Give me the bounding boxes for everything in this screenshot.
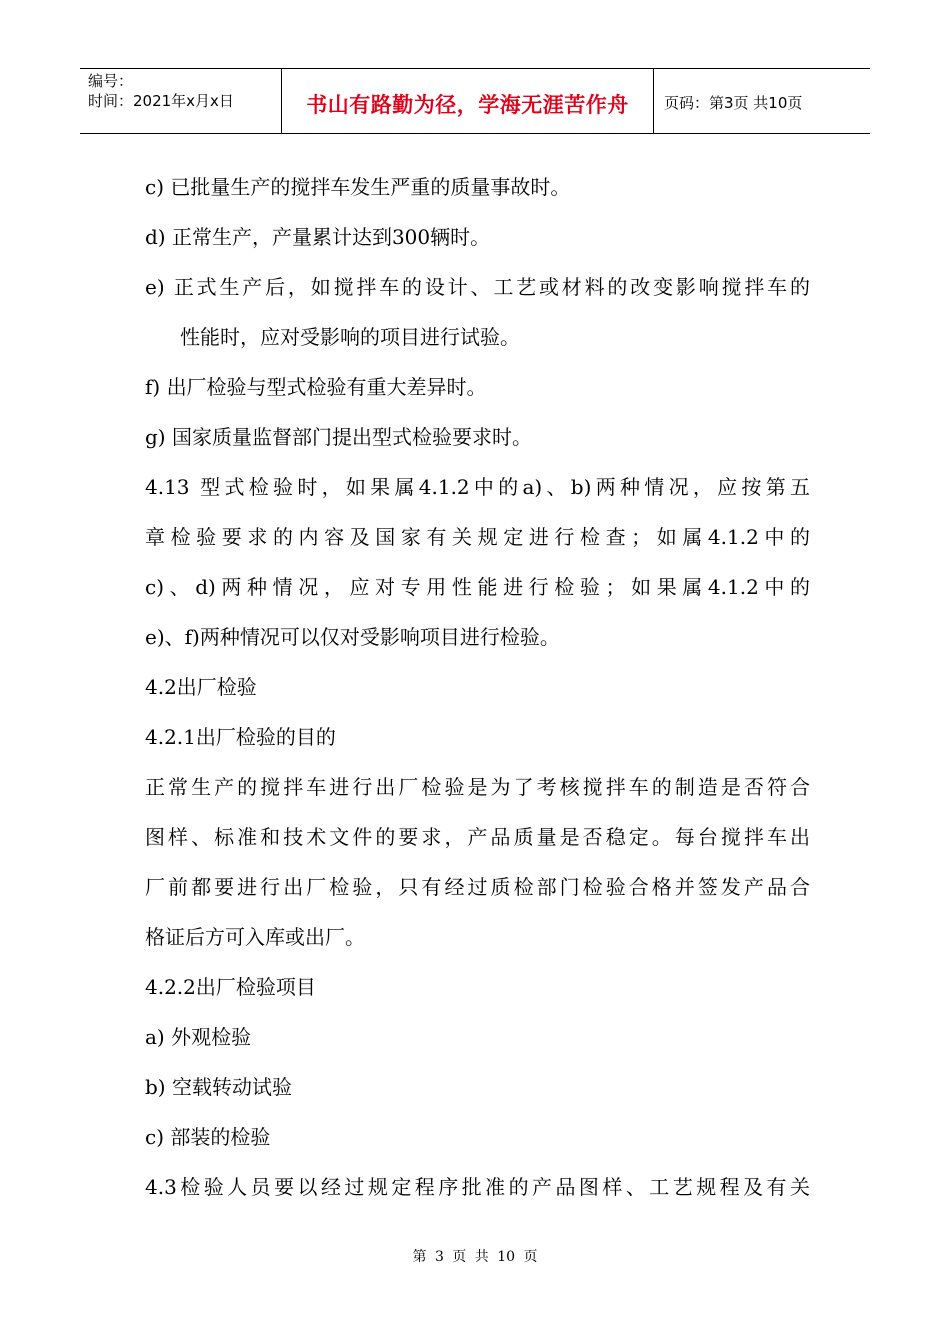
list-item-c: c) 已批量生产的搅拌车发生严重的质量事故时。 [145,175,571,199]
list-item-b: b) 空载转动试验 [145,1075,292,1099]
list-item-a: a) 外观检验 [145,1025,252,1049]
paragraph-4-2-1-line-1: 正常生产的搅拌车进行出厂检验是为了考核搅拌车的制造是否符合 [145,775,810,799]
section-heading-4-2: 4.2出厂检验 [145,675,257,699]
list-item-f: f) 出厂检验与型式检验有重大差异时。 [145,375,487,399]
header-motto: 书山有路勤为径，学海无涯苦作舟 [282,69,654,133]
document-date: 时间：2021年x月x日 [88,92,234,110]
document-body [145,162,810,1212]
section-heading-4-2-1: 4.2.1出厂检验的目的 [145,725,336,749]
page-header [80,68,870,134]
header-page-info: 页码：第3页 共10页 [664,93,803,112]
paragraph-4-13-line-1: 4.13 型式检验时，如果属4.1.2中的a)、b)两种情况，应按第五 [145,475,810,499]
list-item-c-parts: c) 部装的检验 [145,1125,271,1149]
document-code-label: 编号： [88,72,134,90]
list-item-d: d) 正常生产，产量累计达到300辆时。 [145,225,491,249]
list-item-g: g) 国家质量监督部门提出型式检验要求时。 [145,425,532,449]
list-item-e-continued: 性能时，应对受影响的项目进行试验。 [180,325,520,349]
paragraph-4-13-line-3: c)、d)两种情况，应对专用性能进行检验；如果属4.1.2中的 [145,575,810,599]
page-footer: 第 3 页 共 10 页 [412,1249,538,1265]
section-heading-4-2-2: 4.2.2出厂检验项目 [145,975,316,999]
paragraph-4-2-1-line-2: 图样、标准和技术文件的要求，产品质量是否稳定。每台搅拌车出 [145,825,810,849]
paragraph-4-13-line-4: e)、f)两种情况可以仅对受影响项目进行检验。 [145,625,560,649]
paragraph-4-2-1-line-4: 格证后方可入库或出厂。 [145,925,365,949]
header-meta [80,69,282,133]
paragraph-4-3-line-1: 4.3检验人员要以经过规定程序批准的产品图样、工艺规程及有关 [145,1175,810,1199]
paragraph-4-13-line-2: 章检验要求的内容及国家有关规定进行检查；如属4.1.2中的 [145,525,810,549]
list-item-e: e) 正式生产后，如搅拌车的设计、工艺或材料的改变影响搅拌车的 [145,275,810,299]
paragraph-4-2-1-line-3: 厂前都要进行出厂检验，只有经过质检部门检验合格并签发产品合 [145,875,810,899]
